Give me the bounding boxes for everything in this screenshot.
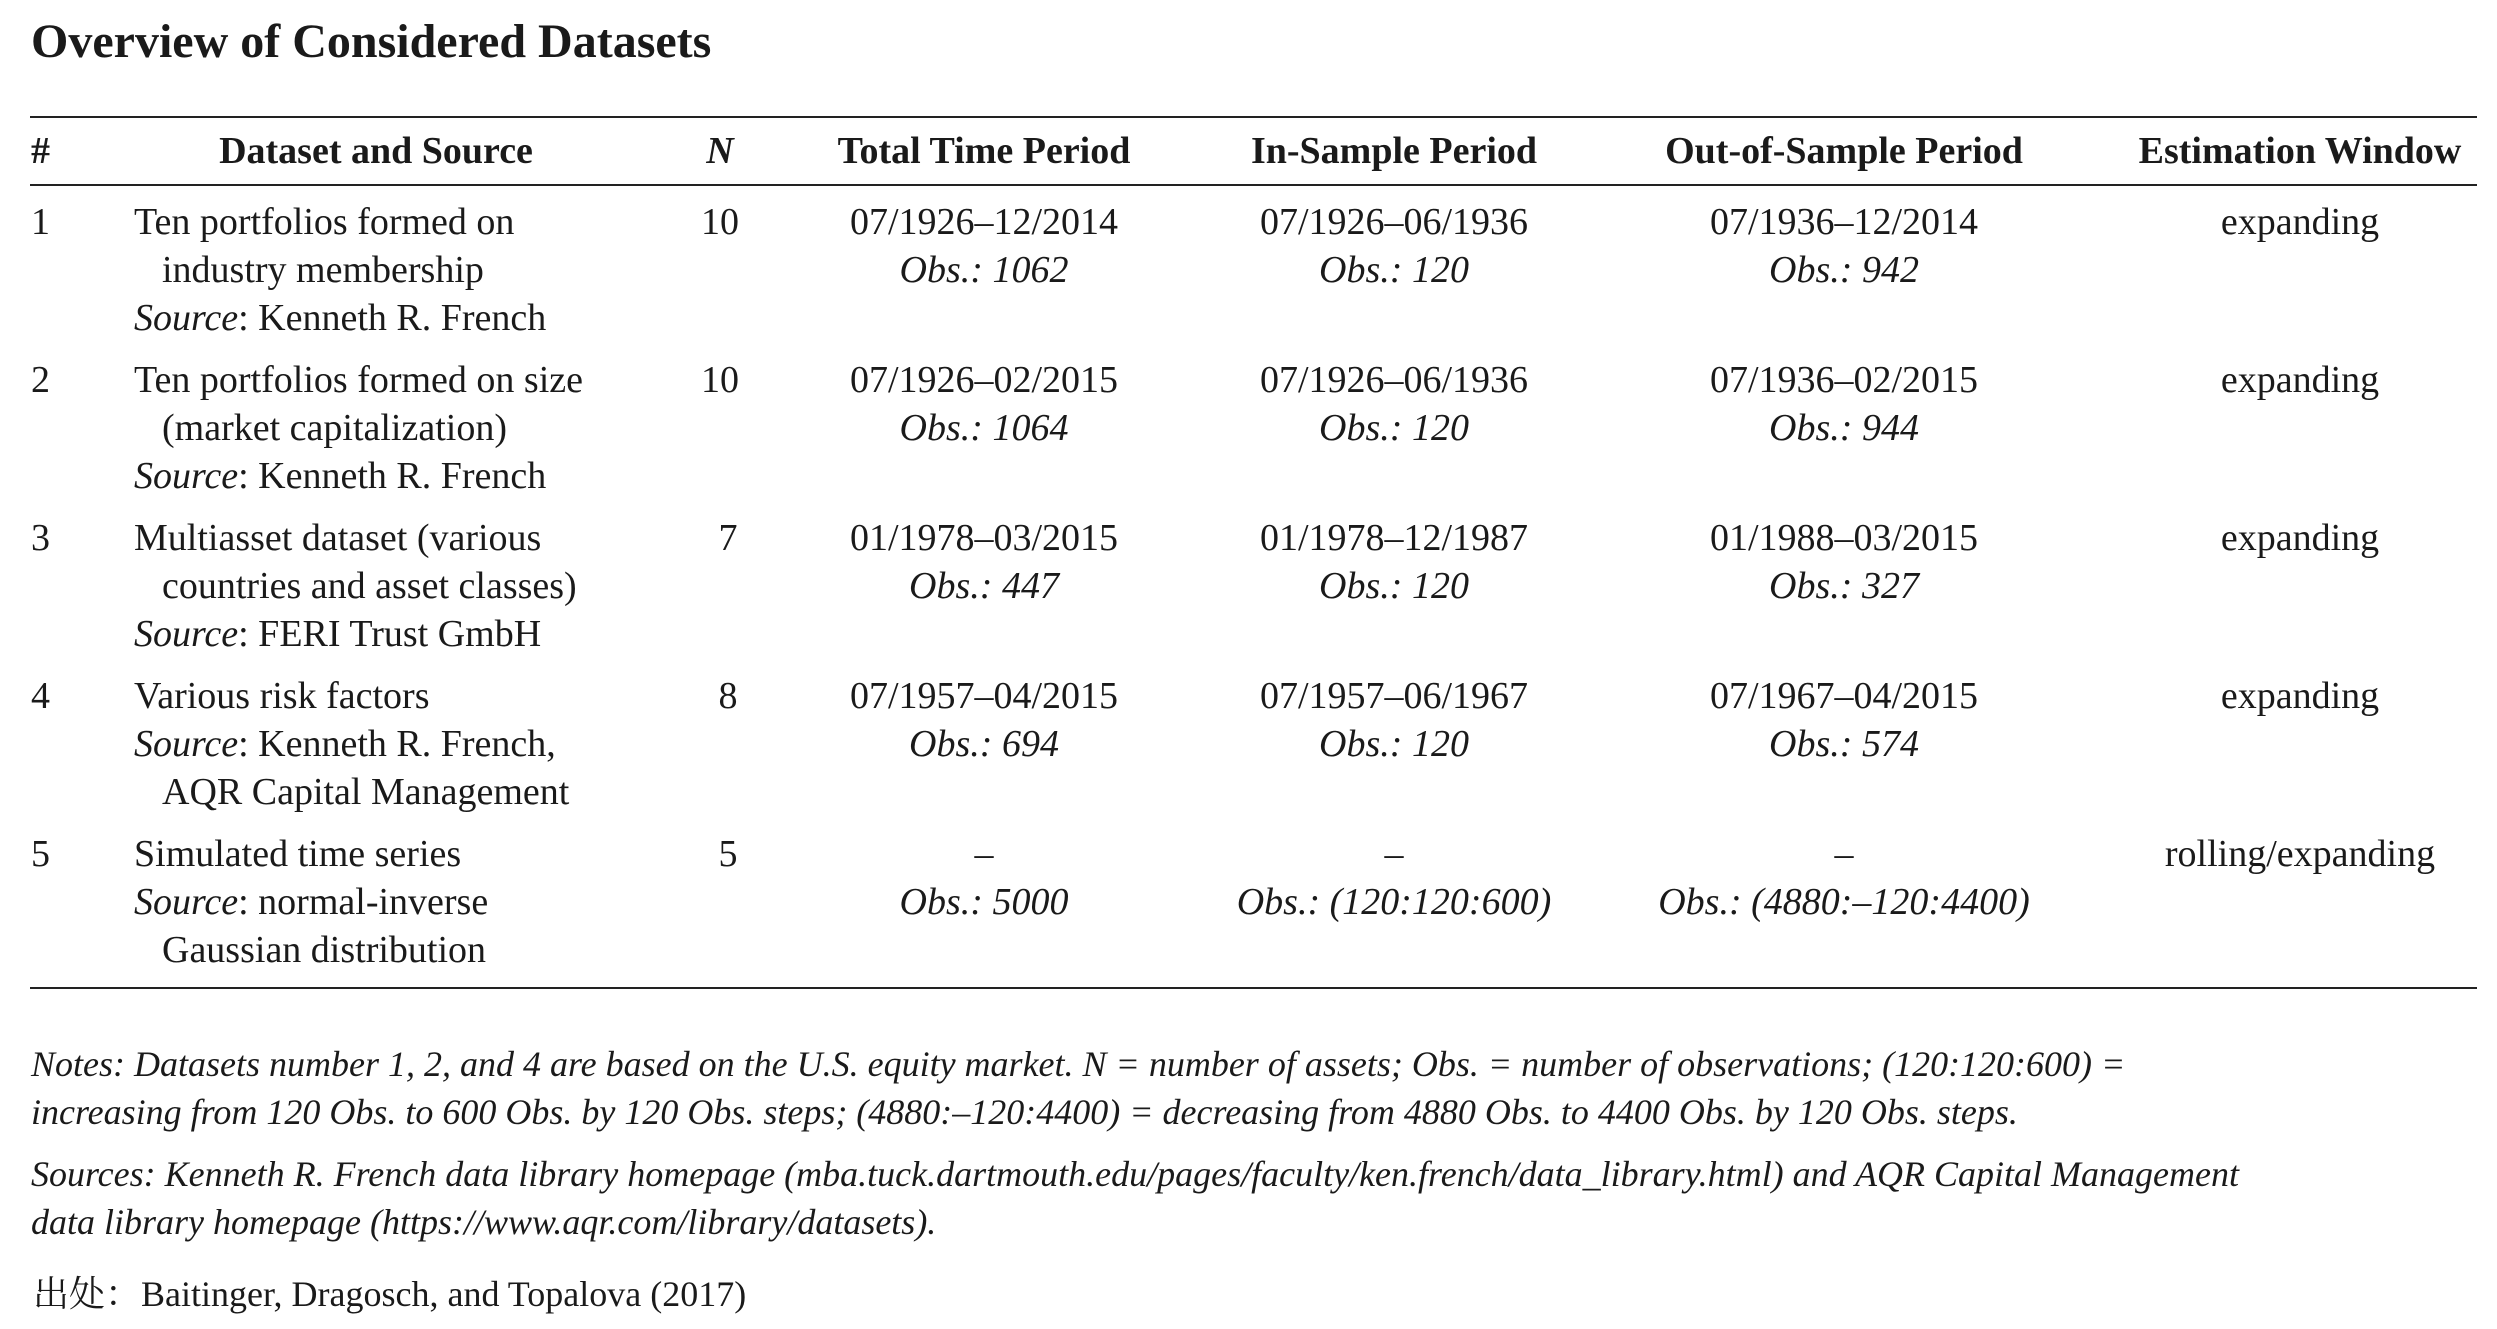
total-period: 07/1926–02/2015 <box>849 359 1119 401</box>
header-dataset: Dataset and Source <box>219 130 533 172</box>
n-value: 7 <box>718 517 738 559</box>
table-row <box>0 514 2497 664</box>
sources-line: data library homepage (https://www.aqr.com/library/datasets). <box>31 1202 937 1242</box>
header-in-sample: In-Sample Period <box>1250 130 1538 172</box>
source-text: : normal-inverse <box>238 881 489 923</box>
dataset-source <box>134 452 546 500</box>
dataset-line: countries and asset classes) <box>162 565 577 607</box>
estimation-window: expanding <box>2220 359 2380 401</box>
in-sample-period: 07/1957–06/1967 <box>1259 675 1529 717</box>
out-sample-obs: Obs.: 574 <box>1769 723 1919 765</box>
dataset-line: industry membership <box>162 249 484 291</box>
n-value: 10 <box>701 359 739 401</box>
header-rule <box>30 184 2477 186</box>
in-sample-obs: Obs.: (120:120:600) <box>1236 881 1552 923</box>
estimation-window: expanding <box>2220 517 2380 559</box>
in-sample-period: 01/1978–12/1987 <box>1259 517 1529 559</box>
row-num: 5 <box>31 833 50 875</box>
header-total-period: Total Time Period <box>837 130 1131 172</box>
out-sample-period: 07/1936–12/2014 <box>1709 201 1979 243</box>
out-sample-period: 07/1936–02/2015 <box>1709 359 1979 401</box>
out-sample-period: – <box>1834 833 1854 875</box>
source-label: Source <box>134 455 239 497</box>
dataset-line: Multiasset dataset (various <box>134 517 542 559</box>
in-sample-obs: Obs.: 120 <box>1319 407 1469 449</box>
dataset-line: Various risk factors <box>134 675 430 717</box>
source-label: Source <box>134 613 239 655</box>
out-sample-obs: Obs.: 944 <box>1769 407 1919 449</box>
header-num: # <box>31 130 50 172</box>
table-row <box>0 356 2497 506</box>
dataset-source <box>134 878 488 926</box>
dataset-line: Gaussian distribution <box>162 929 487 971</box>
total-period: 07/1957–04/2015 <box>849 675 1119 717</box>
source-label: Source <box>134 881 239 923</box>
total-obs: Obs.: 694 <box>909 723 1059 765</box>
source-text: : Kenneth R. French, <box>238 723 556 765</box>
in-sample-period: 07/1926–06/1936 <box>1259 201 1529 243</box>
in-sample-obs: Obs.: 120 <box>1319 565 1469 607</box>
out-sample-period: 01/1988–03/2015 <box>1709 517 1979 559</box>
table-row <box>0 672 2497 822</box>
out-sample-obs: Obs.: 327 <box>1769 565 1919 607</box>
total-period: 01/1978–03/2015 <box>849 517 1119 559</box>
source-text: : Kenneth R. French <box>238 455 547 497</box>
table-row <box>0 830 2497 980</box>
n-value: 5 <box>718 833 738 875</box>
bottom-rule <box>30 987 2477 989</box>
table-row <box>0 198 2497 348</box>
top-rule <box>30 116 2477 118</box>
dataset-line: Ten portfolios formed on <box>134 201 515 243</box>
header-window: Estimation Window <box>2138 130 2462 172</box>
row-num: 4 <box>31 675 50 717</box>
estimation-window: rolling/expanding <box>2164 833 2436 875</box>
dataset-line: AQR Capital Management <box>162 771 570 813</box>
in-sample-obs: Obs.: 120 <box>1319 249 1469 291</box>
source-text: : FERI Trust GmbH <box>238 613 542 655</box>
header-out-sample: Out-of-Sample Period <box>1665 130 2023 172</box>
sources-line: Sources: Kenneth R. French data library homepage (mba.tuck.dartmouth.edu/pages/faculty/ken.french/data_library.html) and AQR Capital Management <box>31 1154 2239 1194</box>
total-period: – <box>974 833 994 875</box>
dataset-source <box>134 610 541 658</box>
dataset-line: Simulated time series <box>134 833 462 875</box>
header-n: N <box>706 130 734 172</box>
notes-line: increasing from 120 Obs. to 600 Obs. by 120 Obs. steps; (4880:–120:4400) = decreasing from 4880 Obs. to 4400 Obs. by 120 Obs. steps. <box>31 1092 2018 1132</box>
row-num: 2 <box>31 359 50 401</box>
source-text: : Kenneth R. French <box>238 297 547 339</box>
total-obs: Obs.: 447 <box>909 565 1059 607</box>
in-sample-period: 07/1926–06/1936 <box>1259 359 1529 401</box>
out-sample-obs: Obs.: (4880:–120:4400) <box>1658 881 2030 923</box>
estimation-window: expanding <box>2220 675 2380 717</box>
source-label: Source <box>134 723 239 765</box>
row-num: 3 <box>31 517 50 559</box>
notes-line: Notes: Datasets number 1, 2, and 4 are based on the U.S. equity market. N = number of assets; Obs. = number of observations; (120:120:600) = <box>31 1044 2126 1084</box>
total-obs: Obs.: 1064 <box>899 407 1069 449</box>
out-sample-period: 07/1967–04/2015 <box>1709 675 1979 717</box>
row-num: 1 <box>31 201 50 243</box>
n-value: 10 <box>701 201 739 243</box>
source-label: Source <box>134 297 239 339</box>
estimation-window: expanding <box>2220 201 2380 243</box>
dataset-source <box>134 294 546 342</box>
dataset-line: Ten portfolios formed on size <box>134 359 584 401</box>
total-period: 07/1926–12/2014 <box>849 201 1119 243</box>
n-value: 8 <box>718 675 738 717</box>
total-obs: Obs.: 5000 <box>899 881 1069 923</box>
in-sample-period: – <box>1384 833 1404 875</box>
total-obs: Obs.: 1062 <box>899 249 1069 291</box>
out-sample-obs: Obs.: 942 <box>1769 249 1919 291</box>
page-title: Overview of Considered Datasets <box>31 15 712 68</box>
dataset-source <box>134 720 556 768</box>
citation: 出处：Baitinger, Dragosch, and Topalova (2017) <box>33 1274 747 1314</box>
dataset-line: (market capitalization) <box>162 407 507 449</box>
in-sample-obs: Obs.: 120 <box>1319 723 1469 765</box>
